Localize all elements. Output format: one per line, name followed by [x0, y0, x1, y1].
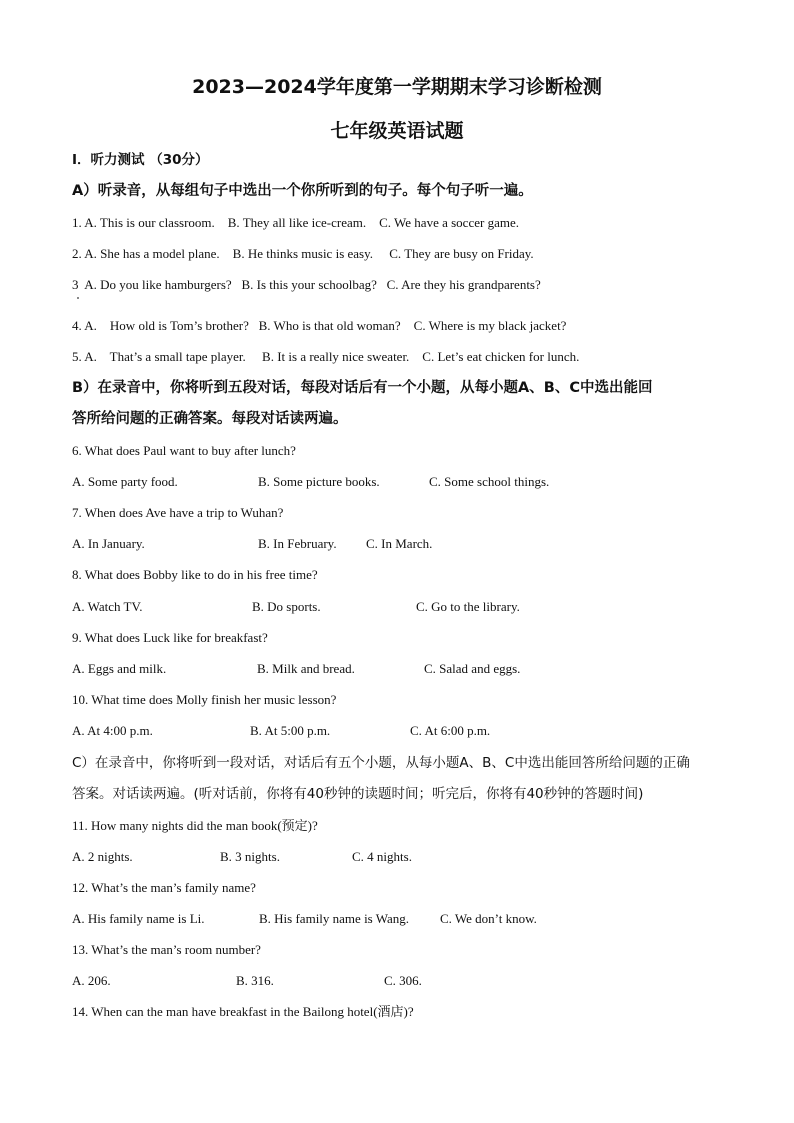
- question-5: 5. A. That’s a small tape player. B. It is a really nice sweater. C. Let’s eat chicken for lunch.: [72, 349, 580, 364]
- option-8b: B. Do sports.: [252, 599, 321, 614]
- exam-subtitle: 七年级英语试题: [330, 120, 464, 142]
- option-9a: A. Eggs and milk.: [72, 661, 167, 676]
- option-7a: A. In January.: [72, 536, 145, 551]
- stray-dot: [77, 297, 79, 299]
- option-13b: B. 316.: [236, 973, 274, 988]
- part-c-instruction-line2: 答案。对话读两遍。(听对话前，你将有40秒钟的读题时间；听完后，你将有40秒钟的答题时间): [72, 786, 644, 802]
- question-12: 12. What’s the man’s family name?: [72, 880, 256, 895]
- option-11a: A. 2 nights.: [72, 849, 133, 864]
- part-a-instruction: A）听录音，从每组句子中选出一个你所听到的句子。每个句子听一遍。: [72, 183, 533, 199]
- exam-title: 2023—2024学年度第一学期期末学习诊断检测: [192, 76, 602, 98]
- option-13c: C. 306.: [384, 973, 422, 988]
- option-6c: C. Some school things.: [429, 474, 550, 489]
- option-9c: C. Salad and eggs.: [424, 661, 521, 676]
- question-8: 8. What does Bobby like to do in his free time?: [72, 567, 318, 582]
- question-2: 2. A. She has a model plane. B. He thinks music is easy. C. They are busy on Friday.: [72, 246, 534, 261]
- question-1: 1. A. This is our classroom. B. They all like ice-cream. C. We have a soccer game.: [72, 215, 519, 230]
- option-8a: A. Watch TV.: [72, 599, 143, 614]
- question-3: 3 A. Do you like hamburgers? B. Is this your schoolbag? C. Are they his grandparents?: [72, 277, 541, 292]
- part-b-instruction-line2: 答所给问题的正确答案。每段对话读两遍。: [72, 411, 348, 427]
- section-heading: I．听力测试 （30分）: [72, 152, 209, 168]
- option-12a: A. His family name is Li.: [72, 911, 205, 926]
- option-11c: C. 4 nights.: [352, 849, 412, 864]
- option-13a: A. 206.: [72, 973, 111, 988]
- question-4: 4. A. How old is Tom’s brother? B. Who is that old woman? C. Where is my black jacket?: [72, 318, 567, 333]
- part-c-instruction-line1: C）在录音中，你将听到一段对话，对话后有五个小题，从每小题A、B、C中选出能回答所给问题的正确: [72, 755, 690, 771]
- question-9: 9. What does Luck like for breakfast?: [72, 630, 268, 645]
- option-10b: B. At 5:00 p.m.: [250, 723, 331, 738]
- question-11: 11. How many nights did the man book(预定)?: [72, 818, 318, 833]
- option-12c: C. We don’t know.: [440, 911, 537, 926]
- question-14: 14. When can the man have breakfast in the Bailong hotel(酒店)?: [72, 1004, 414, 1019]
- option-7c: C. In March.: [366, 536, 433, 551]
- option-10c: C. At 6:00 p.m.: [410, 723, 491, 738]
- option-11b: B. 3 nights.: [220, 849, 280, 864]
- option-9b: B. Milk and bread.: [257, 661, 355, 676]
- option-10a: A. At 4:00 p.m.: [72, 723, 153, 738]
- question-6: 6. What does Paul want to buy after lunch?: [72, 443, 296, 458]
- option-6a: A. Some party food.: [72, 474, 178, 489]
- part-b-instruction-line1: B）在录音中，你将听到五段对话，每段对话后有一个小题，从每小题A、B、C中选出能回: [72, 380, 653, 396]
- question-7: 7. When does Ave have a trip to Wuhan?: [72, 505, 284, 520]
- question-10: 10. What time does Molly finish her music lesson?: [72, 692, 337, 707]
- option-12b: B. His family name is Wang.: [259, 911, 410, 926]
- option-6b: B. Some picture books.: [258, 474, 380, 489]
- option-8c: C. Go to the library.: [416, 599, 520, 614]
- question-13: 13. What’s the man’s room number?: [72, 942, 261, 957]
- option-7b: B. In February.: [258, 536, 337, 551]
